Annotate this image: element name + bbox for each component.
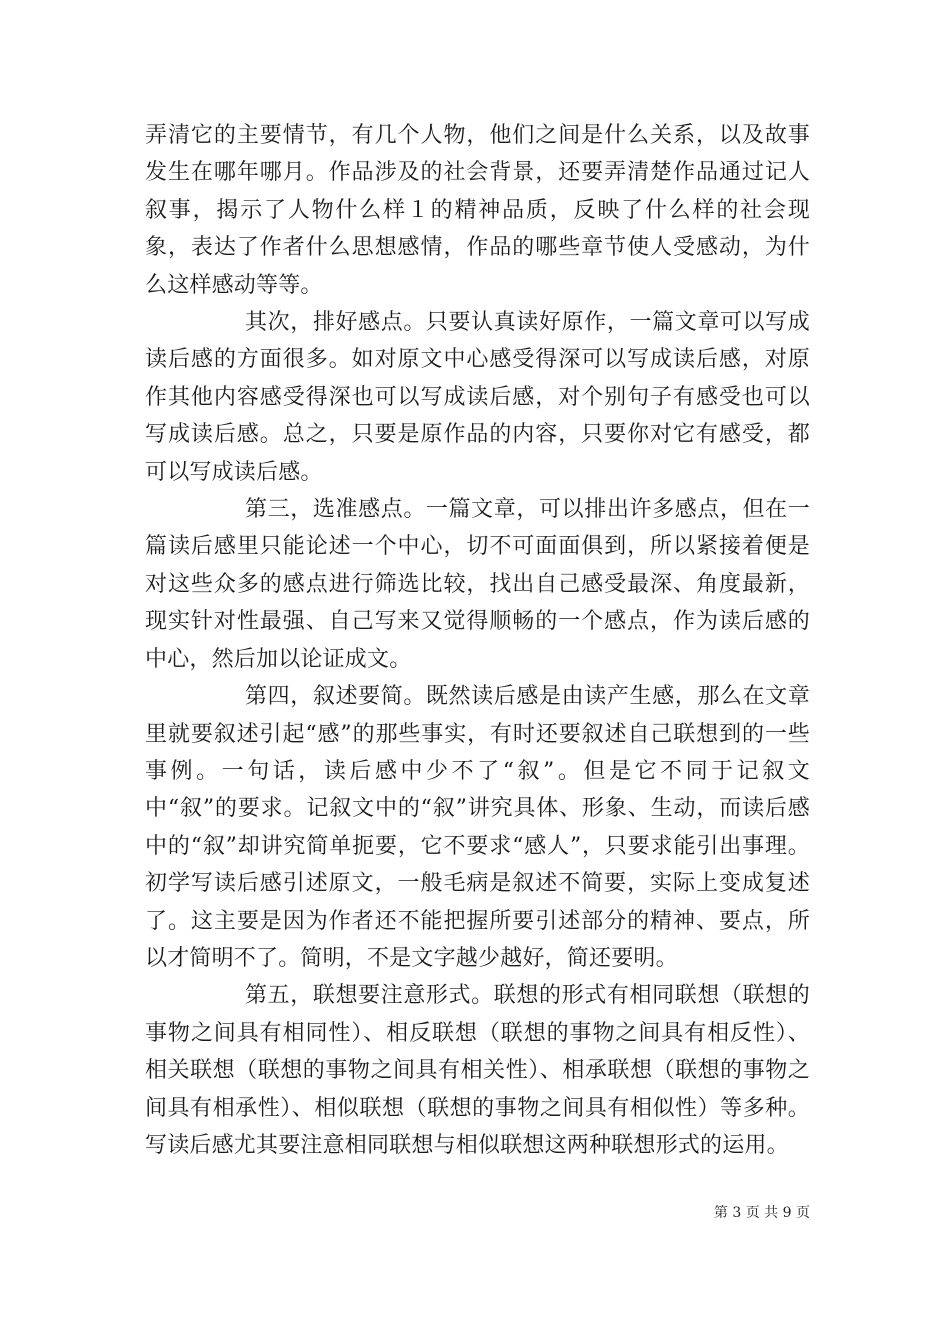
paragraph-continuation: 弄清它的主要情节，有几个人物，他们之间是什么关系，以及故事发生在哪年哪月。作品涉及的社会背景，还要弄清楚作品通过记人叙事，揭示了人物什么样１的精神品质，反映了什么样的社会现象，表达了作者什么思想感情，作品的哪些章节使人受感动，为什么这样感动等等。	[145, 123, 810, 298]
paragraph-second-point: 其次，排好感点。只要认真读好原作，一篇文章可以写成读后感的方面很多。如对原文中心感受得深可以写成读后感，对原作其他内容感受得深也可以写成读后感，对个别句子有感受也可以写成读后感。总之，只要是原作品的内容，只要你对它有感受，都可以写成读后感。	[145, 310, 810, 485]
paragraph-fifth-point: 第五，联想要注意形式。联想的形式有相同联想（联想的事物之间具有相同性）、相反联想（联想的事物之间具有相反性）、相关联想（联想的事物之间具有相关性）、相承联想（联想的事物之间具有相承性）、相似联想（联想的事物之间具有相似性）等多种。写读后感尤其要注意相同联想与相似联想这两种联想形式的运用。	[145, 983, 810, 1158]
page-number-footer: 第 3 页 共 9 页	[713, 1205, 810, 1221]
document-body	[145, 117, 810, 1164]
paragraph-fourth-point: 第四，叙述要简。既然读后感是由读产生感，那么在文章里就要叙述引起“感”的那些事实，有时还要叙述自己联想到的一些事例。一句话，读后感中少不了“叙”。但是它不同于记叙文中“叙”的要求。记叙文中的“叙”讲究具体、形象、生动，而读后感中的“叙”却讲究简单扼要，它不要求“感人”，只要求能引出事理。初学写读后感引述原文，一般毛病是叙述不简要，实际上变成复述了。这主要是因为作者还不能把握所要引述部分的精神、要点，所以才简明不了。简明，不是文字越少越好，简还要明。	[145, 684, 810, 971]
paragraph-third-point: 第三，选准感点。一篇文章，可以排出许多感点，但在一篇读后感里只能论述一个中心，切不可面面俱到，所以紧接着便是对这些众多的感点进行筛选比较，找出自己感受最深、角度最新，现实针对性最强、自己写来又觉得顺畅的一个感点，作为读后感的中心，然后加以论证成文。	[145, 497, 810, 672]
